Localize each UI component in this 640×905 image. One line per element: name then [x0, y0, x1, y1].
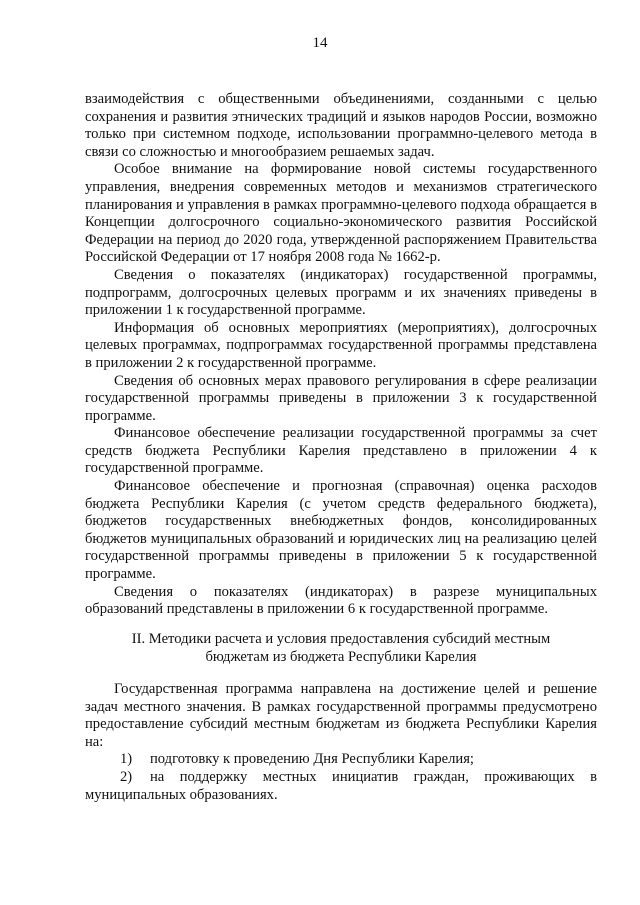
- list-item-text: на поддержку местных инициатив граждан, проживающих в муниципальных образованиях.: [85, 768, 597, 803]
- list-item: [85, 751, 597, 769]
- page-number: 14: [312, 35, 328, 51]
- section-heading: [85, 630, 597, 666]
- section-body: [85, 681, 597, 804]
- paragraph-appendix-1: Сведения о показателях (индикаторах) государственной программы, подпрограмм, долгосрочных целевых программ и их значениях приведены в приложении 1 к государственной программе.: [85, 266, 597, 319]
- section-heading-line-1: II. Методики расчета и условия предоставления субсидий местным: [131, 631, 551, 647]
- paragraph-continuation: взаимодействия с общественными объединениями, созданными с целью сохранения и развития этнических традиций и языков народов России, возможно только при системном подходе, использовании программно-целевого метода в связи со сложностью и многообразием решаемых задач.: [85, 91, 597, 160]
- paragraph-appendix-5: Финансовое обеспечение и прогнозная (справочная) оценка расходов бюджета Республики Карелия (с учетом средств федерального бюджета), бюджетов государственных внебюджетных фондов, консолидированных бюджетов муниципальных образований и юридических лиц на реализацию целей государственной программы приведены в приложении 5 к государственной программе.: [85, 478, 597, 583]
- list-item: [85, 769, 597, 804]
- paragraph-appendix-4: Финансовое обеспечение реализации государственной программы за счет средств бюджета Республики Карелия представлено в приложении 4 к государственной программе.: [85, 425, 597, 477]
- list-item-number: 1): [120, 751, 133, 768]
- paragraph-appendix-2: Информация об основных мероприятиях (мероприятиях), долгосрочных целевых программах, подпрограммах государственной программы представлена в приложении 2 к государственной программе.: [85, 319, 597, 371]
- paragraph-appendix-3: Сведения об основных мерах правового регулирования в сфере реализации государственной программы приведены в приложении 3 к государственной программе.: [85, 372, 597, 424]
- paragraph-appendix-6: Сведения о показателях (индикаторах) в разрезе муниципальных образований представлены в приложении 6 к государственной программе.: [85, 583, 597, 618]
- list-item-number: 2): [120, 768, 133, 785]
- section-heading-line-2: бюджетам из бюджета Республики Карелия: [205, 649, 477, 665]
- body-text: [85, 91, 597, 619]
- paragraph-concept: Особое внимание на формирование новой системы государственного управления, внедрения современных методов и механизмов стратегического планирования и управления в рамках программно-целевого подхода обращается в Концепции долгосрочного социально-экономического развития Российской Федерации на период до 2020 года, утвержденной распоряжением Правительства Российской Федерации от 17 ноября 2008 года № 1662-р.: [85, 161, 597, 266]
- list-item-text: подготовку к проведению Дня Республики Карелия;: [150, 751, 474, 768]
- paragraph-section-intro: Государственная программа направлена на достижение целей и решение задач местного значения. В рамках государственной программы предусмотрено предоставление субсидий местным бюджетам из бюджета Республики Карелия на:: [85, 681, 597, 750]
